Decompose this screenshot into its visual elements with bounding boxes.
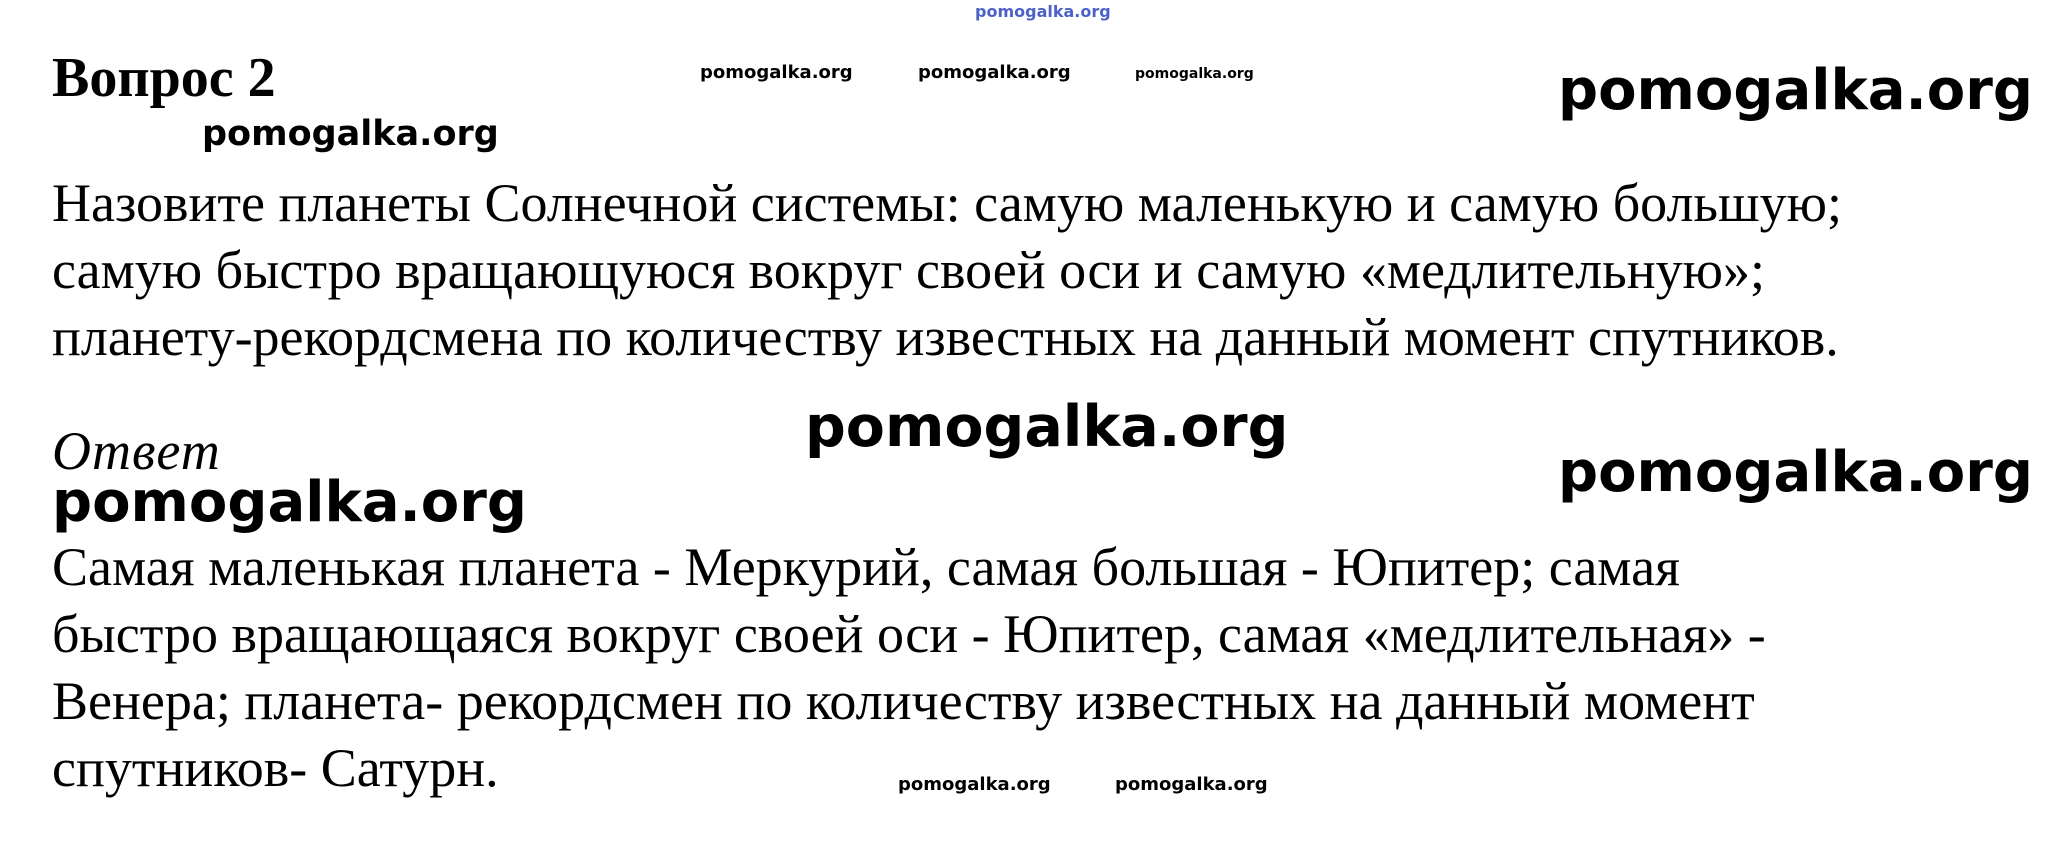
question-text xyxy=(52,170,1842,371)
question-line: самую быстро вращающуюся вокруг своей оси и самую «медлительную»; xyxy=(52,240,1765,300)
watermark-bottom-small-2: pomogalka.org xyxy=(1115,774,1268,795)
watermark-header-small-2: pomogalka.org xyxy=(918,62,1071,83)
answer-line: Венера; планета- рекордсмен по количеству известных на данный момент xyxy=(52,671,1755,731)
watermark-answer-left-large: pomogalka.org xyxy=(52,470,527,535)
watermark-middle-right-large: pomogalka.org xyxy=(1558,440,2033,505)
watermark-header-right-large: pomogalka.org xyxy=(1558,58,2033,123)
answer-text xyxy=(52,534,1766,802)
watermark-middle-center-large: pomogalka.org xyxy=(805,394,1289,460)
answer-line: быстро вращающаяся вокруг своей оси - Юпитер, самая «медлительная» - xyxy=(52,604,1766,664)
question-line: Назовите планеты Солнечной системы: самую маленькую и самую большую; xyxy=(52,173,1842,233)
watermark-header-small-1: pomogalka.org xyxy=(700,62,853,83)
watermark-top-center: pomogalka.org xyxy=(975,2,1111,21)
answer-line: Самая маленькая планета - Меркурий, самая большая - Юпитер; самая xyxy=(52,537,1680,597)
answer-line: спутников- Сатурн. xyxy=(52,738,499,798)
watermark-header-tiny: pomogalka.org xyxy=(1135,66,1254,82)
watermark-under-title: pomogalka.org xyxy=(202,114,499,154)
watermark-bottom-small-1: pomogalka.org xyxy=(898,774,1051,795)
question-title: Вопрос 2 xyxy=(52,47,276,109)
question-line: планету-рекордсмена по количеству известных на данный момент спутников. xyxy=(52,307,1839,367)
answer-title: Ответ xyxy=(52,421,221,481)
